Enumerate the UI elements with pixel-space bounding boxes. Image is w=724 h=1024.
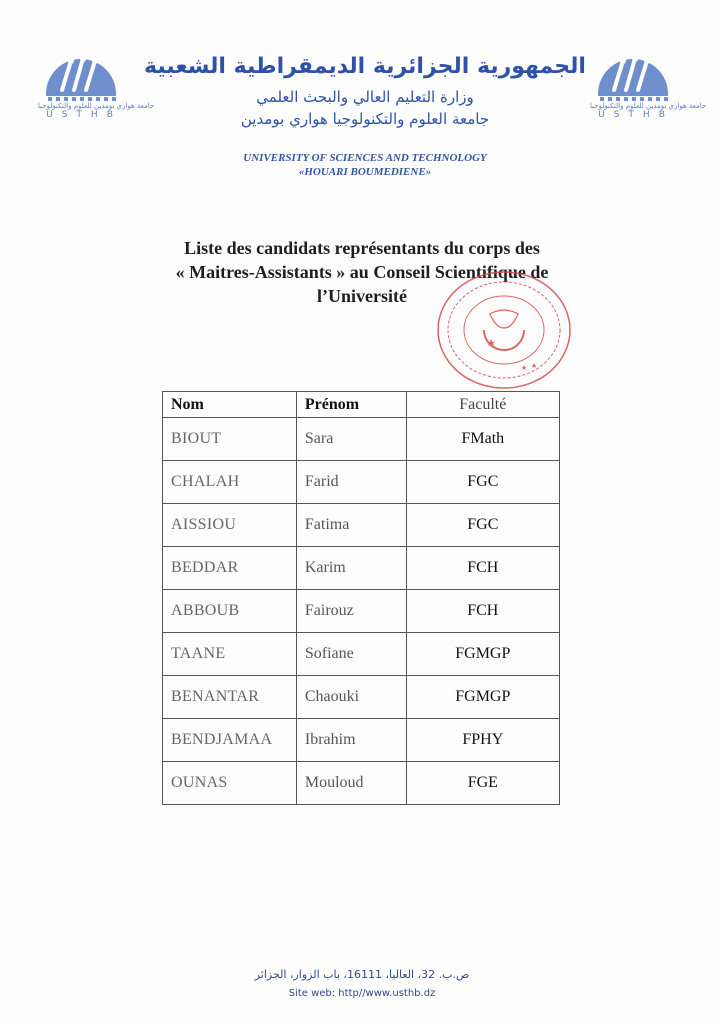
usthb-logo-right [590,42,707,134]
cell-nom: BENDJAMAA [163,719,297,762]
cell-nom: BIOUT [163,418,297,461]
cell-prenom: Sofiane [296,633,406,676]
usthb-emblem-icon [38,42,124,102]
table-row [163,676,560,719]
cell-prenom: Chaouki [296,676,406,719]
title-line-3: l’Université [317,286,407,306]
table-row [163,633,560,676]
table-header-row [163,392,560,418]
header-republic: الجمهورية الجزائرية الديمقراطية الشعبية [144,54,586,79]
logo-latin-name: USTHB [46,110,122,120]
cell-faculte: FCH [406,590,559,633]
footer-address: ص.ب. 32، العاليا، 16111، باب الزوار، الجزائر [254,968,470,981]
usthb-emblem-icon [590,42,676,102]
cell-prenom: Farid [296,461,406,504]
table-row [163,719,560,762]
cell-faculte: FGC [406,504,559,547]
cell-faculte: FGE [406,762,559,805]
table-row [163,504,560,547]
cell-faculte: FCH [406,547,559,590]
cell-prenom: Ibrahim [296,719,406,762]
cell-nom: BENANTAR [163,676,297,719]
table-row [163,547,560,590]
cell-nom: OUNAS [163,762,297,805]
cell-nom: AISSIOU [163,504,297,547]
header-prenom: Prénom [296,392,406,418]
logo-latin-name: USTHB [598,110,674,120]
header-university-arabic: جامعة العلوم والتكنولوجيا هواري بومدين [240,110,490,128]
cell-nom: BEDDAR [163,547,297,590]
cell-faculte: FPHY [406,719,559,762]
cell-nom: TAANE [163,633,297,676]
header-ministry: وزارة التعليم العالي والبحث العلمي [256,88,474,106]
cell-faculte: FGMGP [406,676,559,719]
table-row [163,461,560,504]
cell-faculte: FGC [406,461,559,504]
logo-arabic-name: جامعة هواري بومدين للعلوم والتكنولوجيا [590,102,707,110]
title-line-1: Liste des candidats représentants du corps des [184,238,540,258]
candidates-table [162,391,560,805]
logo-arabic-name: جامعة هواري بومدين للعلوم والتكنولوجيا [38,102,155,110]
title-line-2: « Maitres-Assistants » au Conseil Scientifique de [175,262,549,282]
cell-prenom: Mouloud [296,762,406,805]
header-university-subtitle: «HOUARI BOUMEDIENE» [298,166,432,178]
cell-prenom: Fatima [296,504,406,547]
official-stamp-icon [432,268,582,398]
cell-prenom: Fairouz [296,590,406,633]
cell-faculte: FMath [406,418,559,461]
usthb-logo-left [38,42,155,134]
header-nom: Nom [163,392,297,418]
table-row [163,418,560,461]
cell-prenom: Sara [296,418,406,461]
cell-nom: CHALAH [163,461,297,504]
table-row [163,762,560,805]
cell-faculte: FGMGP [406,633,559,676]
table-row [163,590,560,633]
header-faculte: Faculté [406,392,559,418]
header-university-english: UNIVERSITY OF SCIENCES AND TECHNOLOGY [243,152,487,164]
cell-nom: ABBOUB [163,590,297,633]
footer-website: Site web: http//www.usthb.dz [288,988,436,999]
cell-prenom: Karim [296,547,406,590]
